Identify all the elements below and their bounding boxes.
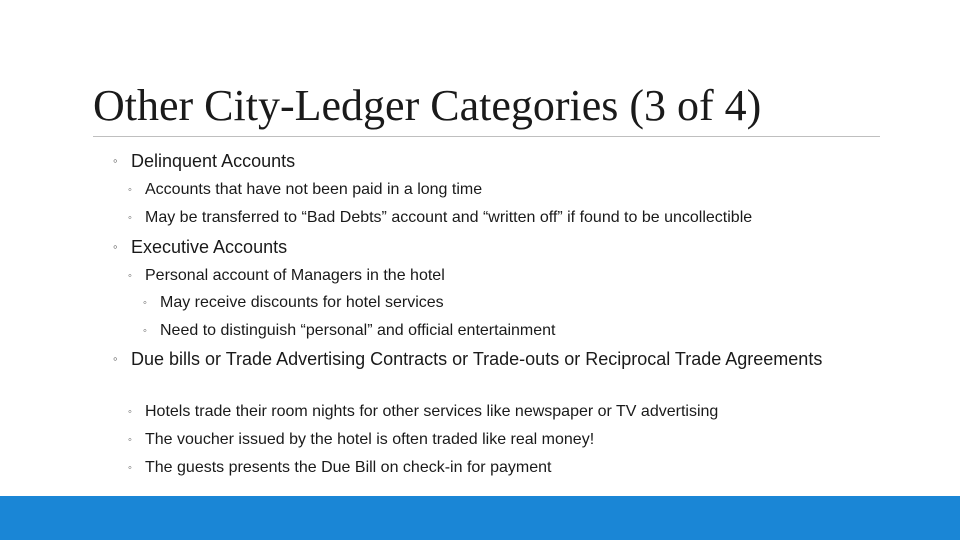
footer-accent-bar: [0, 496, 960, 540]
bullet-text: Due bills or Trade Advertising Contracts or Trade-outs or Reciprocal Trade Agreements: [131, 349, 823, 369]
bullet-marker: ◦: [128, 406, 132, 418]
bullet-marker: ◦: [113, 239, 118, 254]
bullet-marker: ◦: [143, 325, 147, 337]
bullet-marker: ◦: [128, 184, 132, 196]
title-underline: [93, 136, 880, 137]
bullet-text: The voucher issued by the hotel is often traded like real money!: [145, 431, 595, 448]
sub-bullet: [128, 208, 752, 228]
sub-bullet: [128, 266, 445, 286]
slide-title: Other City-Ledger Categories (3 of 4): [93, 81, 762, 130]
bullet-text: Need to distinguish “personal” and official entertainment: [160, 322, 556, 339]
bullet-text: Executive Accounts: [131, 237, 288, 257]
sub-bullet: [128, 180, 482, 200]
sub-bullet: [128, 402, 718, 422]
bullet-due-bills: [113, 347, 831, 371]
sub-bullet: [128, 458, 551, 478]
bullet-delinquent-accounts: [113, 149, 831, 173]
bullet-text: May receive discounts for hotel services: [160, 294, 444, 311]
bullet-text: The guests presents the Due Bill on check-in for payment: [145, 459, 552, 476]
bullet-text: May be transferred to “Bad Debts” account and “written off” if found to be uncollectible: [145, 209, 753, 226]
bullet-marker: ◦: [128, 462, 132, 474]
bullet-executive-accounts: [113, 235, 831, 259]
bullet-marker: ◦: [143, 297, 147, 309]
bullet-marker: ◦: [113, 153, 118, 168]
sub-sub-bullet: [143, 321, 556, 341]
bullet-text: Delinquent Accounts: [131, 151, 296, 171]
bullet-marker: ◦: [128, 434, 132, 446]
bullet-text: Accounts that have not been paid in a long time: [145, 181, 483, 198]
sub-bullet: [128, 430, 594, 450]
bullet-marker: ◦: [113, 351, 118, 366]
sub-sub-bullet: [143, 293, 444, 313]
bullet-text: Hotels trade their room nights for other services like newspaper or TV advertising: [145, 403, 719, 420]
bullet-marker: ◦: [128, 270, 132, 282]
bullet-text: Personal account of Managers in the hotel: [145, 267, 445, 284]
bullet-marker: ◦: [128, 212, 132, 224]
